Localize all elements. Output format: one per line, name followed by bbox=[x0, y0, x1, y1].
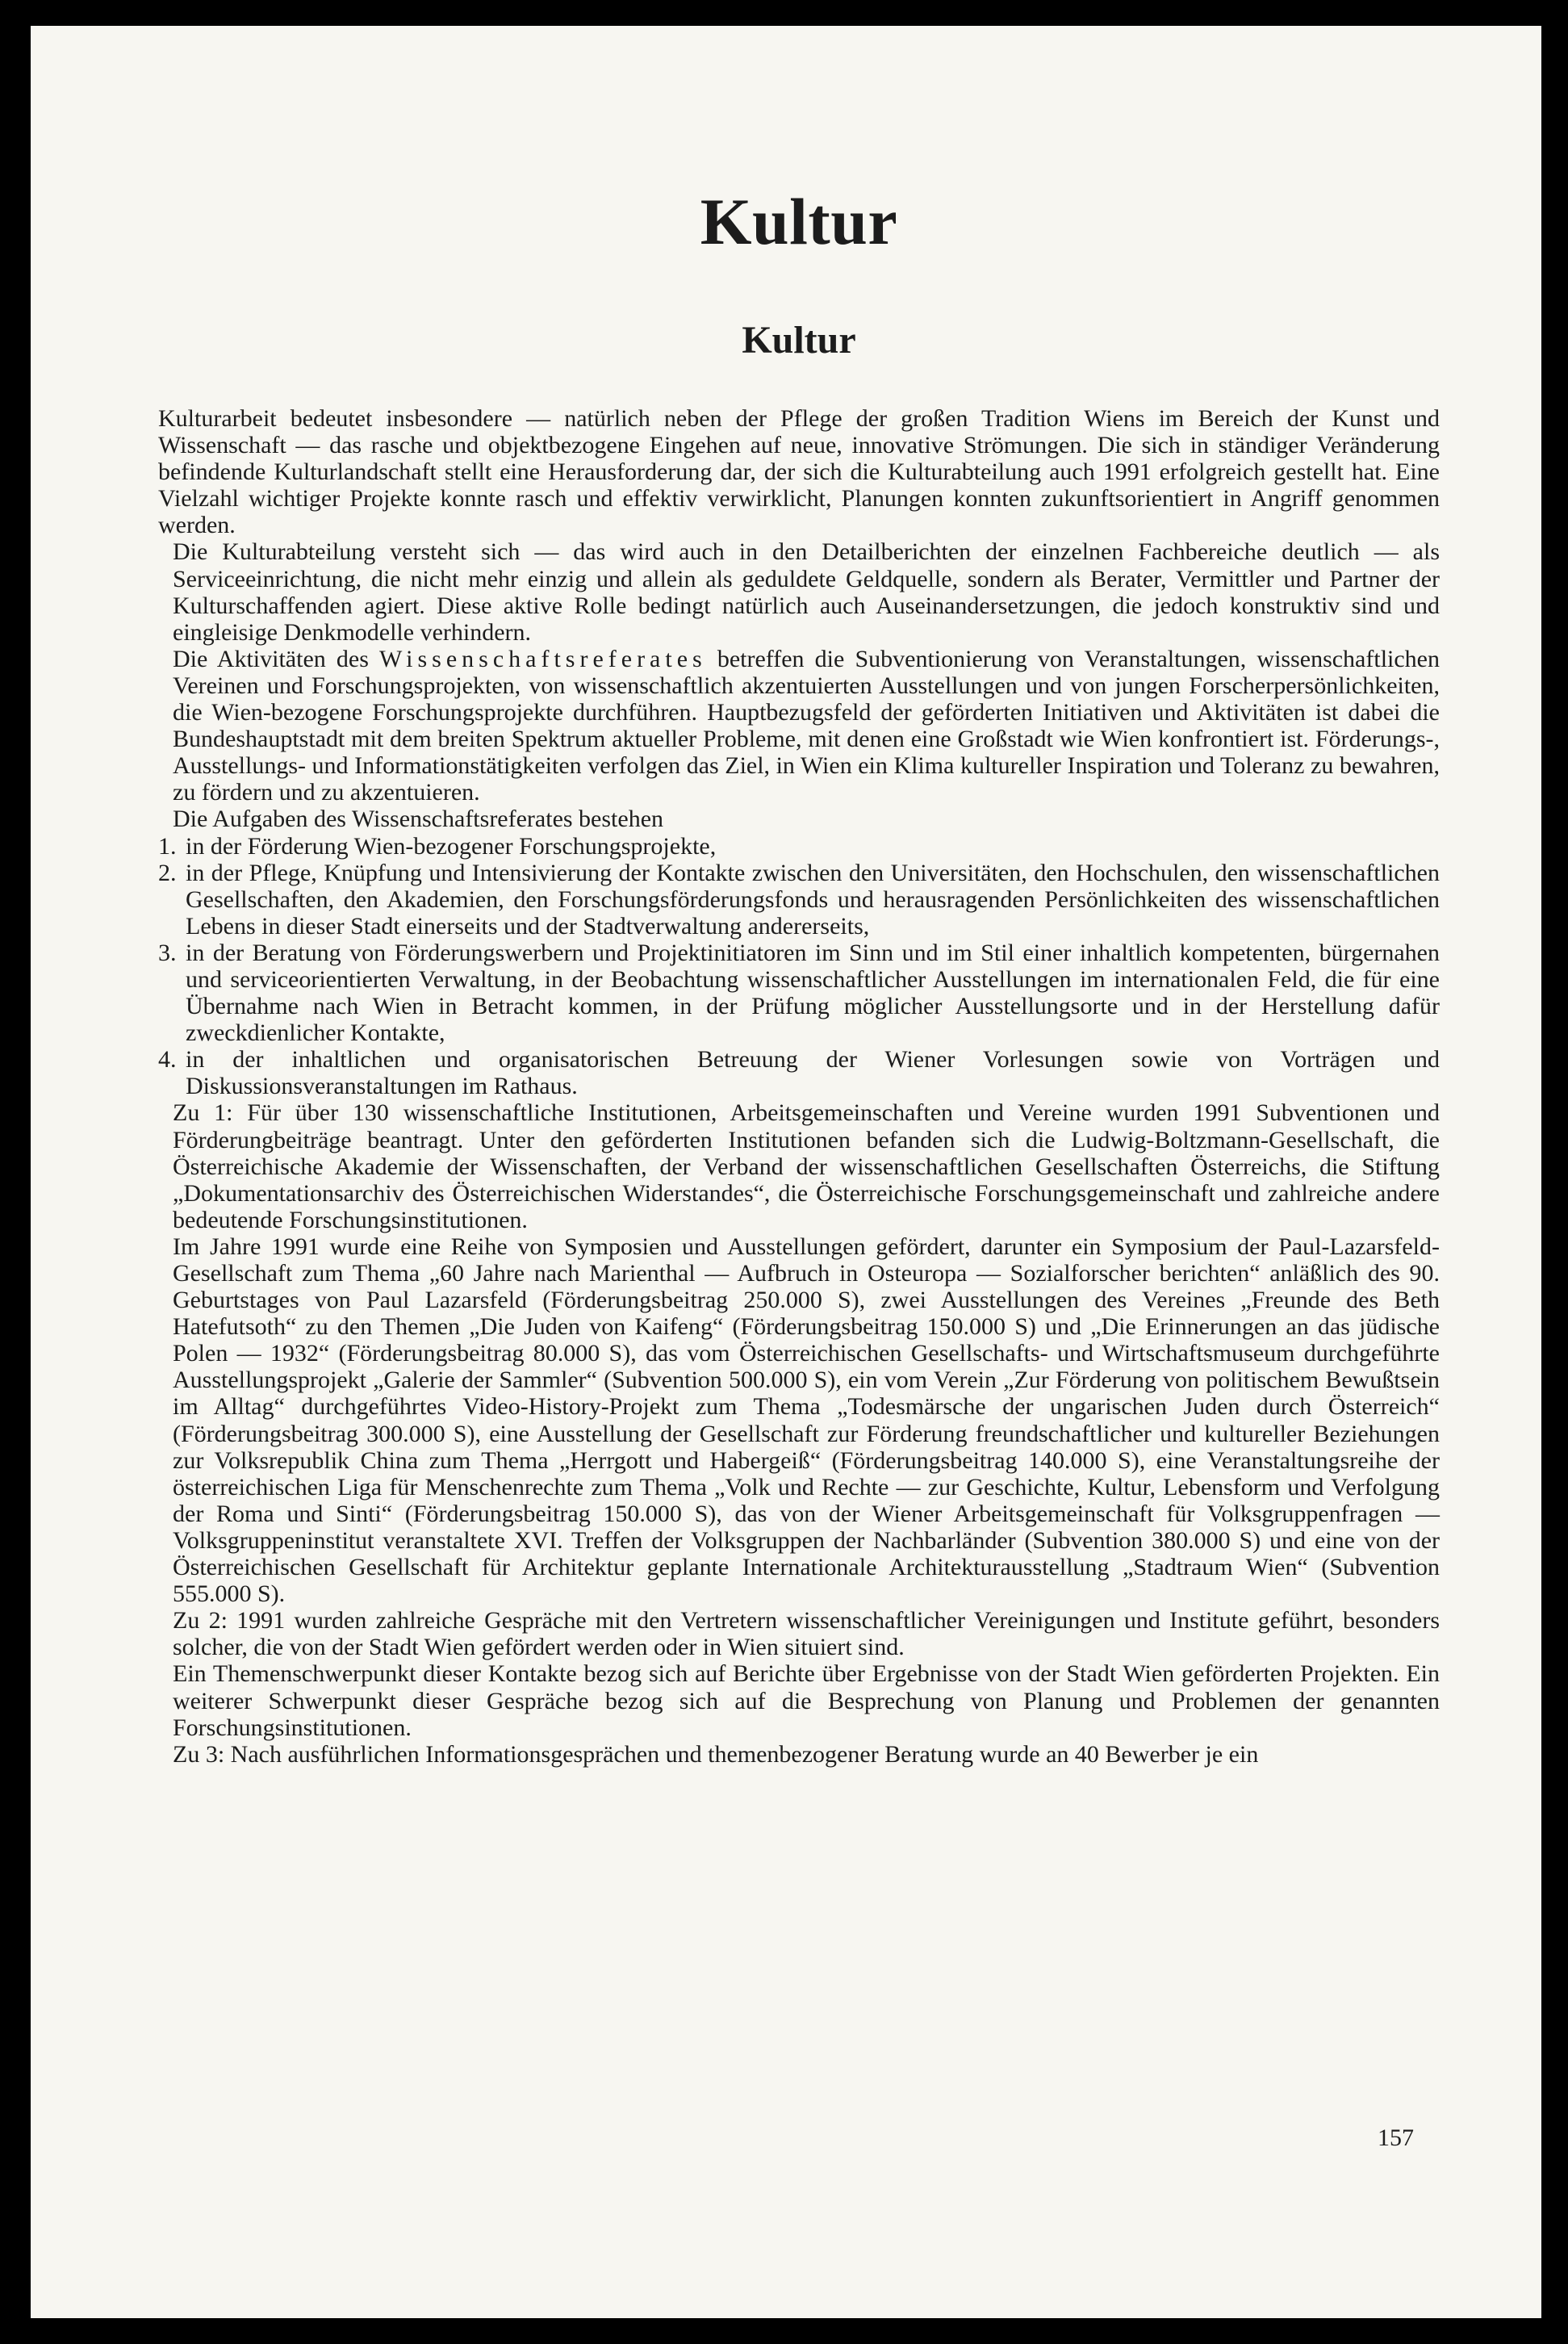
list-number: 4. bbox=[158, 1046, 177, 1074]
list-item bbox=[158, 860, 1440, 940]
section-title: Kultur bbox=[742, 319, 856, 362]
paragraph-zu1: Zu 1: Für über 130 wissenschaftliche Institutionen, Arbeitsgemeinschaften und Vereine wurden 1991 Subventionen und Förderungbeiträge beantragt. Unter den geförderten Institutionen befanden sich die Ludwig-Boltzmann-Gesellschaft, die Österreichische Akademie der Wissenschaften, der Verband der wissenschaftlichen Gesellschaften Österreichs, die Stiftung „Dokumentationsarchiv des Österreichischen Widerstandes“, die Österreichische Forschungsgemeinschaft und zahlreiche andere bedeutende Forschungsinstitutionen. bbox=[173, 1099, 1440, 1233]
spaced-term: Wissenschaftsreferates bbox=[379, 645, 707, 672]
list-text: in der inhaltlichen und organisatorischen Betreuung der Wiener Vorlesungen sowie von Vorträgen und Diskussionsveranstaltungen im Rathaus. bbox=[186, 1046, 1440, 1100]
list-text: in der Förderung Wien-bezogener Forschungsprojekte, bbox=[186, 832, 717, 860]
paragraph-activities-rest: betreffen die Subventionierung von Veranstaltungen, wissenschaftlichen Vereinen und Forschungsprojekten, von wissenschaftlich akzentuierten Ausstellungen und von jungen Forscherpersönlichkeiten, die Wien-bezogene Forschungsprojekte durchführen. Hauptbezugsfeld der geförderten Initiativen und Aktivitäten ist dabei die Bundeshauptstadt mit dem breiten Spektrum aktueller Probleme, mit denen eine Großstadt wie Wien konfrontiert ist. Förderungs-, Ausstellungs- und Informationstätigkeiten verfolgen das Ziel, in Wien ein Klima kultureller Inspiration und Toleranz zu bewahren, zu fördern und zu akzentuieren. bbox=[173, 645, 1440, 806]
paragraph-activities bbox=[158, 646, 1440, 806]
list-text: in der Pflege, Knüpfung und Intensivierung der Kontakte zwischen den Universitäten, den Hochschulen, den wissenschaftlichen Gesellschaften, den Akademien, den Forschungsförderungsfonds und herausragenden Persönlichkeiten des wissenschaftlichen Lebens in dieser Stadt einerseits und der Stadtverwaltung andererseits, bbox=[186, 859, 1440, 940]
list-number: 3. bbox=[158, 939, 177, 966]
paragraph-intro: Kulturarbeit bedeutet insbesondere — natürlich neben der Pflege der großen Tradition Wiens im Bereich der Kunst und Wissenschaft — das rasche und objektbezogene Eingehen auf neue, innovative Strömungen. Die sich in ständiger Veränderung befindende Kulturlandschaft stellt eine Herausforderung dar, der sich die Kulturabteilung auch 1991 erfolgreich gestellt hat. Eine Vielzahl wichtiger Projekte konnte rasch und effektiv verwirklicht, Planungen konnten zukunftsorientiert in Angriff genommen werden. bbox=[158, 405, 1440, 539]
page-title: Kultur bbox=[700, 185, 898, 258]
list-text: in der Beratung von Förderungswerbern und Projektinitiatoren im Sinn und im Stil einer inhaltlich kompetenten, bürgernahen und serviceorientierten Verwaltung, in der Beobachtung wissenschaftlicher Ausstellungen im internationalen Feld, die für eine Übernahme nach Wien in Betracht kommen, in der Prüfung möglicher Ausstellungsorte und in der Herstellung dafür zweckdienlicher Kontakte, bbox=[186, 939, 1440, 1047]
list-item bbox=[158, 833, 1440, 860]
paragraph-themes: Ein Themenschwerpunkt dieser Kontakte bezog sich auf Berichte über Ergebnisse von der Stadt Wien geförderten Projekten. Ein weiterer Schwerpunkt dieser Gespräche bezog sich auf die Besprechung von Planung und Problemen der genannten Forschungsinstitutionen. bbox=[173, 1660, 1440, 1741]
list-item bbox=[158, 1046, 1440, 1099]
paragraph-1991: Im Jahre 1991 wurde eine Reihe von Symposien und Ausstellungen gefördert, darunter ein Symposium der Paul-Lazarsfeld-Gesellschaft zum Thema „60 Jahre nach Marienthal — Aufbruch in Osteuropa — Sozialforscher berichten“ anläßlich des 90. Geburtstages von Paul Lazarsfeld (Förderungsbeitrag 250.000 S), zwei Ausstellungen des Vereines „Freunde des Beth Hatefutsoth“ zu den Themen „Die Juden von Kaifeng“ (Förderungsbeitrag 150.000 S) und „Die Erinnerungen an das jüdische Polen — 1932“ (Förderungsbeitrag 80.000 S), das vom Österreichischen Gesellschafts- und Wirtschaftsmuseum durchgeführte Ausstellungsprojekt „Galerie der Sammler“ (Subvention 500.000 S), ein vom Verein „Zur Förderung von politischem Bewußtsein im Alltag“ durchgeführtes Video-History-Projekt zum Thema „Todesmärsche der ungarischen Juden durch Österreich“ (Förderungsbeitrag 300.000 S), eine Ausstellung der Gesellschaft zur Förderung freundschaftlicher und kultureller Beziehungen zur Volksrepublik China zum Thema „Herrgott und Habergeiß“ (Förderungsbeitrag 140.000 S), eine Veranstaltungsreihe der österreichischen Liga für Menschenrechte zum Thema „Volk und Rechte — zur Geschichte, Kultur, Lebensform und Verfolgung der Roma und Sinti“ (Förderungsbeitrag 150.000 S), das von der Wiener Arbeitsgemeinschaft für Volksgruppenfragen — Volksgruppeninstitut veranstaltete XVI. Treffen der Volksgruppen der Nachbarländer (Subvention 380.000 S) und eine von der Österreichischen Gesellschaft für Architektur geplante Internationale Architekturausstellung „Stadtraum Wien“ (Subvention 555.000 S). bbox=[173, 1233, 1440, 1608]
list-item bbox=[158, 940, 1440, 1046]
tasks-list bbox=[158, 833, 1440, 1100]
paragraph-zu2: Zu 2: 1991 wurden zahlreiche Gespräche mit den Vertretern wissenschaftlicher Vereinigungen und Institute geführt, besonders solcher, die von der Stadt Wien gefördert werden oder in Wien situiert sind. bbox=[173, 1607, 1440, 1661]
paragraph-tasks-intro: Die Aufgaben des Wissenschaftsreferates bestehen bbox=[173, 806, 664, 833]
paragraph-activities-lead: Die Aktivitäten des bbox=[173, 645, 380, 672]
list-number: 2. bbox=[158, 859, 177, 886]
paragraph-service: Die Kulturabteilung versteht sich — das wird auch in den Detailberichten der einzelnen Fachbereiche deutlich — als Serviceeinrichtung, die nicht mehr einzig und allein als geduldete Geldquelle, sondern als Berater, Vermittler und Partner der Kulturschaffenden agiert. Diese aktive Rolle bedingt natürlich auch Auseinandersetzungen, die jedoch konstruktiv sind und eingleisige Denkmodelle verhindern. bbox=[173, 538, 1440, 646]
page-number: 157 bbox=[1378, 2124, 1414, 2151]
paragraph-zu3: Zu 3: Nach ausführlichen Informationsgesprächen und themenbezogener Beratung wurde an 40 Bewerber je ein bbox=[173, 1740, 1259, 1768]
document-page bbox=[31, 26, 1541, 2318]
page-content bbox=[158, 183, 1440, 1768]
list-number: 1. bbox=[158, 832, 177, 860]
